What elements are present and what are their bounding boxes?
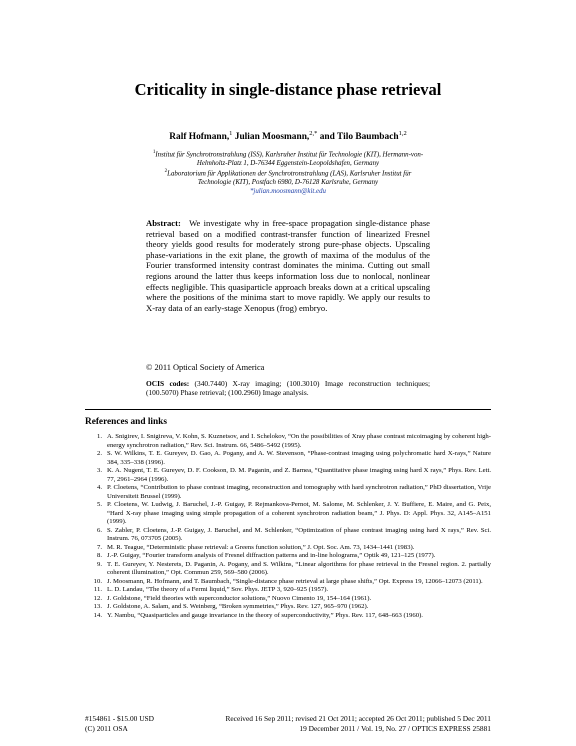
reference-item (85, 501, 491, 527)
reference-item (85, 552, 491, 561)
reference-item (85, 467, 491, 484)
reference-item (85, 595, 491, 604)
reference-text: K. A. Nugent, T. E. Gureyev, D. F. Cookson, D. M. Paganin, and Z. Barnea, “Quantitative phase imaging using hard X rays,” Phys. Rev. Lett. 77, 2961–2964 (1996). (107, 467, 491, 483)
reference-text: P. Cloetens, “Contribution to phase contrast imaging, reconstruction and tomography with hard synchrotron radiation,” PhD dissertation, Vrije Universiteit Brussel (1999). (107, 484, 491, 500)
reference-item (85, 612, 491, 621)
abstract (146, 218, 430, 313)
reference-number: 6. (96, 526, 102, 534)
author-affiliation-mark: 1 (229, 130, 233, 137)
reference-item (85, 586, 491, 595)
reference-text: S. W. Wilkins, T. E. Gureyev, D. Gao, A. Pogany, and A. W. Stevenson, “Phase-contrast imaging using polychromatic hard X-rays,” Nature 384, 335–338 (1996). (107, 450, 491, 466)
ocis-codes (146, 379, 430, 398)
reference-text: S. Zabler, P. Cloetens, J.-P. Guigay, J. Baruchel, and M. Schlenker, “Optimization of phase contrast imaging using hard X rays,” Rev. Sci. Instrum. 76, 073705 (2005). (107, 526, 491, 542)
reference-number: 4. (96, 484, 102, 491)
reference-item (85, 433, 491, 450)
reference-text: J.-P. Guigay, “Fourier transform analysis of Fresnel diffraction patterns and in-line holograms,” Optik 49, 121–125 (1977). (107, 552, 436, 559)
reference-number: 2. (96, 450, 102, 457)
footer-price: #154861 - $15.00 USD (85, 714, 154, 723)
abstract-text: We investigate why in free-space propagation single-distance phase retrieval based on a modified contrast-transfer function of linearized Fresnel theory yields good results for moderately strong pure-phase objects. Upscaling phase-variations in the exit plane, the growth of maxima of the modulus of the Fourier transformed intensity contrast dominates the minima. Cutting out small regions around the latter thus keeps information loss due to nonlocal, nonlinear effects negligible. This quasiparticle approach breaks down at a critical upscaling where the positions of the minima start to move rapidly. We apply our results to X-ray data of an early-stage Xenopus (frog) embryo. (146, 218, 430, 313)
reference-item (85, 544, 491, 553)
reference-item (85, 484, 491, 501)
footer-journal-info: 19 December 2011 / Vol. 19, No. 27 / OPTICS EXPRESS 25881 (299, 724, 491, 733)
affiliation-1 (150, 149, 426, 168)
author-affiliation-mark: 1,2 (398, 130, 407, 137)
footer-copyright: (C) 2011 OSA (85, 724, 128, 733)
reference-number: 1. (96, 433, 102, 440)
author-name: Julian Moosmann, (232, 132, 310, 143)
reference-number: 5. (96, 501, 102, 508)
footer-dates: Received 16 Sep 2011; revised 21 Oct 2011; accepted 26 Oct 2011; published 5 Dec 2011 (225, 714, 491, 723)
reference-text: A. Snigirev, I. Snigireva, V. Kohn, S. Kuznetsov, and I. Schelokov, “On the possibilities of Xray phase contrast micoimaging by coherent high-energy synchrotron radiation,” Rev. Sci. Instrum. 66, 5486–5492 (1995). (107, 433, 491, 449)
reference-text: Y. Nambu, “Quasiparticles and gauge invariance in the theory of superconductivity,” Phys. Rev. 117, 648–663 (1960). (107, 611, 423, 619)
author-name: Ralf Hofmann, (169, 132, 230, 143)
references-heading: References and links (85, 417, 167, 427)
corresponding-email[interactable]: *julian.moosmann@kit.edu (249, 187, 326, 195)
reference-text: J. Goldstone, A. Salam, and S. Weinberg, “Broken symmetries,” Phys. Rev. 127, 965–970 (1962). (107, 603, 369, 610)
reference-number: 12. (93, 594, 102, 602)
reference-list (85, 433, 491, 620)
reference-text: J. Goldstone, “Field theories with superconductor solutions,” Nuovo Cimento 19, 154–164 (1961). (107, 594, 372, 602)
reference-number: 8. (96, 552, 102, 559)
reference-text: P. Cloetens, W. Ludwig, J. Baruchel, J.-P. Guigay, P. Rejmankova-Pernot, M. Salome, M. Schlenker, J. Y. Buffiere, E. Maire, and G. Peix, “Hard X-ray phase imaging using simple propagation of a coherent synchrotron radiation beam,” J. Phys. D: Appl. Phys. 32, A145–A151 (1999). (107, 501, 491, 525)
ocis-text: (340.7440) X-ray imaging; (100.3010) Image reconstruction techniques; (100.5070) Phase retrieval; (100.2960) Image analysis. (146, 379, 430, 398)
affiliation-text: Laboratorium für Applikationen der Synchrotronstrahlung (LAS), Karlsruher Institut für Technologie (KIT), Postfach 6980, D-76128 Karlsruhe, Germany (167, 170, 412, 187)
reference-item (85, 450, 491, 467)
affiliation-2 (150, 168, 426, 187)
reference-item (85, 603, 491, 612)
abstract-label: Abstract: (146, 218, 181, 228)
paper-title: Criticality in single-distance phase retrieval (134, 80, 442, 99)
ocis-label: OCIS codes: (146, 379, 190, 388)
reference-item (85, 561, 491, 578)
copyright-notice: © 2011 Optical Society of America (146, 363, 265, 372)
reference-text: L. D. Landau, “The theory of a Fermi liquid,” Sov. Phys. JETP 3, 920–925 (1957). (107, 586, 329, 593)
author-affiliation-mark: 2,* (309, 130, 318, 137)
reference-number: 7. (96, 543, 102, 551)
reference-number: 3. (96, 467, 102, 474)
reference-number: 9. (96, 560, 102, 568)
author-list (0, 130, 576, 142)
affiliation-mark: 1 (152, 150, 156, 155)
affiliation-mark: 2 (164, 169, 168, 175)
reference-item (85, 578, 491, 587)
reference-text: M. R. Teague, “Deterministic phase retrieval: a Greens function solution,” J. Opt. Soc. Am. 73, 1434–1441 (1983). (107, 543, 415, 551)
reference-number: 14. (93, 611, 102, 619)
reference-text: J. Moosmann, R. Hofmann, and T. Baumbach, “Single-distance phase retrieval at large phase shifts,” Opt. Express 19, 12066–12073 (2011). (107, 577, 483, 585)
reference-item (85, 527, 491, 544)
author-name: and Tilo Baumbach (317, 132, 399, 143)
reference-text: T. E. Gureyev, Y. Nesterets, D. Paganin, A. Pogany, and S. Wilkins, “Linear algorithms for phase retrieval in the Fresnel region. 2. partially coherent illumination,” Opt. Commun 259, 569–580 (2006). (107, 560, 491, 576)
reference-number: 10. (93, 577, 102, 585)
section-divider (85, 409, 491, 410)
reference-number: 11. (93, 586, 102, 593)
affiliation-text: Institut für Synchrotronstrahlung (ISS), Karlsruher Institut für Technologie (KIT), Hermann-von-Helmholtz-Platz 1, D-76344 Eggenstein-Leopoldshafen, Germany (155, 151, 424, 167)
affiliations (150, 149, 426, 197)
reference-number: 13. (93, 603, 102, 610)
